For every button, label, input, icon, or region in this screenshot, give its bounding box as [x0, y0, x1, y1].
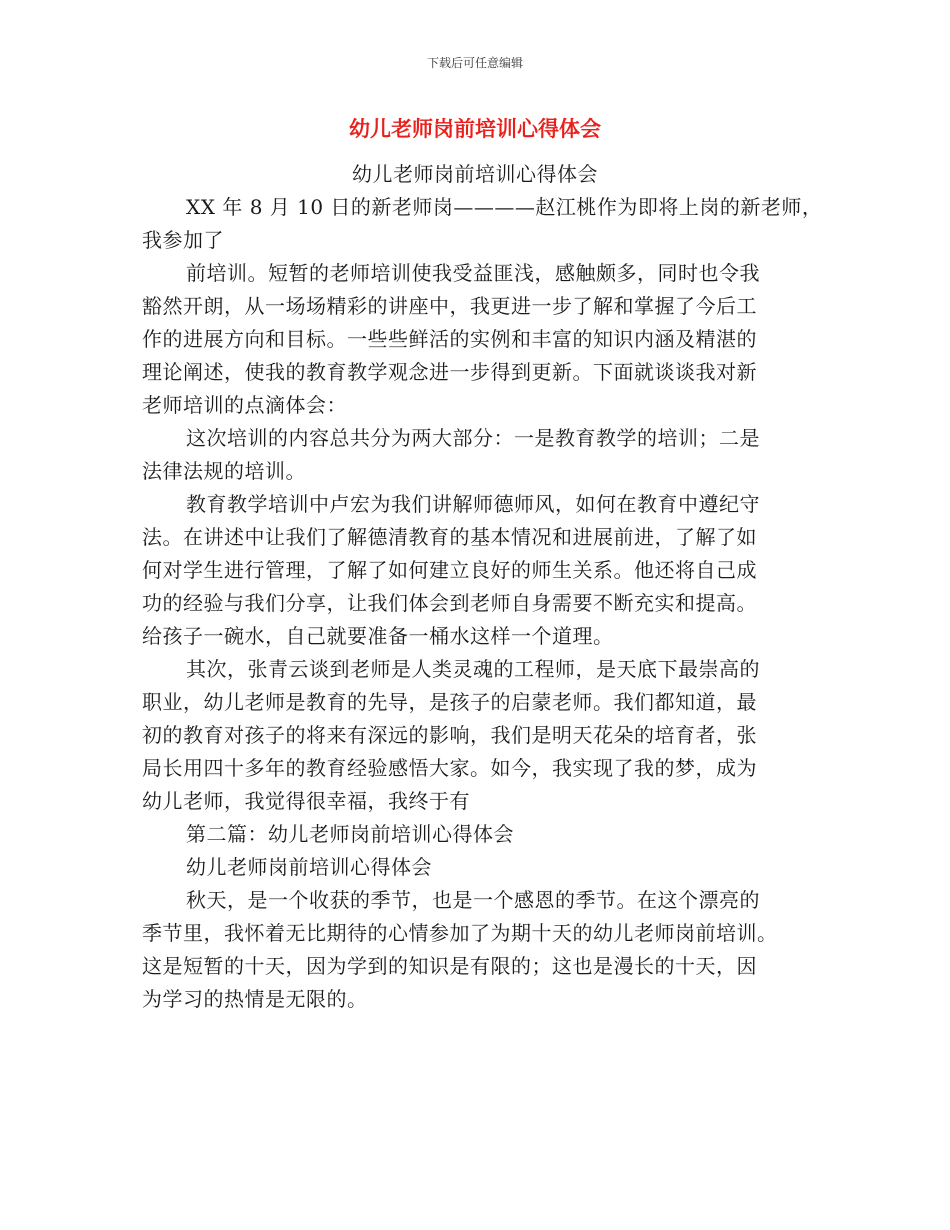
text-line: 法。在讲述中让我们了解德清教育的基本情况和进展前进，了解了如: [142, 525, 757, 549]
text-line: 功的经验与我们分享，让我们体会到老师自身需要不断充实和提高。: [142, 591, 757, 615]
text-line: 幼儿老师岗前培训心得体会: [186, 855, 432, 879]
text-line: 职业，幼儿老师是教育的先导，是孩子的启蒙老师。我们都知道，最: [142, 690, 757, 714]
text-line: 我参加了: [142, 228, 224, 252]
text-line: 初的教育对孩子的将来有深远的影响，我们是明天花朵的培育者，张: [142, 723, 757, 747]
document-body: [142, 158, 823, 1016]
text-line: 豁然开朗，从一场场精彩的讲座中，我更进一步了解和掌握了今后工: [142, 294, 757, 318]
text-line: 何对学生进行管理，了解了如何建立良好的师生关系。他还将自己成: [142, 558, 757, 582]
text-line: XX 年 8 月 10 日的新老师岗————赵江桃作为即将上岗的新老师，: [186, 195, 823, 219]
text-line: 秋天，是一个收获的季节，也是一个感恩的季节。在这个漂亮的: [186, 888, 760, 912]
text-line: 理论阐述，使我的教育教学观念进一步得到更新。下面就谈谈我对新: [142, 360, 757, 384]
text-line: 季节里，我怀着无比期待的心情参加了为期十天的幼儿老师岗前培训。: [142, 921, 778, 945]
text-line: 为学习的热情是无限的。: [142, 987, 368, 1011]
text-line: 其次，张青云谈到老师是人类灵魂的工程师，是天底下最崇高的: [186, 657, 760, 681]
text-line: 第二篇：幼儿老师岗前培训心得体会: [186, 822, 514, 846]
text-line: 局长用四十多年的教育经验感悟大家。如今，我实现了我的梦，成为: [142, 756, 757, 780]
text-line: 法律法规的培训。: [142, 459, 306, 483]
text-line: 给孩子一碗水，自己就要准备一桶水这样一个道理。: [142, 624, 614, 648]
text-line: 前培训。短暂的老师培训使我受益匪浅，感触颇多，同时也令我: [186, 261, 760, 285]
text-line: 作的进展方向和目标。一些些鲜活的实例和丰富的知识内涵及精湛的: [142, 327, 757, 351]
text-line: 教育教学培训中卢宏为我们讲解师德师风，如何在教育中遵纪守: [186, 492, 760, 516]
document-title: 幼儿老师岗前培训心得体会: [349, 116, 601, 141]
header-note: 下载后可任意编辑: [426, 56, 523, 70]
text-line: 老师培训的点滴体会：: [142, 393, 347, 417]
text-line: 幼儿老师，我觉得很幸福，我终于有: [142, 789, 470, 813]
text-line: 幼儿老师岗前培训心得体会: [352, 162, 598, 186]
text-line: 这次培训的内容总共分为两大部分：一是教育教学的培训；二是: [186, 426, 760, 450]
text-line: 这是短暂的十天，因为学到的知识是有限的；这也是漫长的十天，因: [142, 954, 757, 978]
